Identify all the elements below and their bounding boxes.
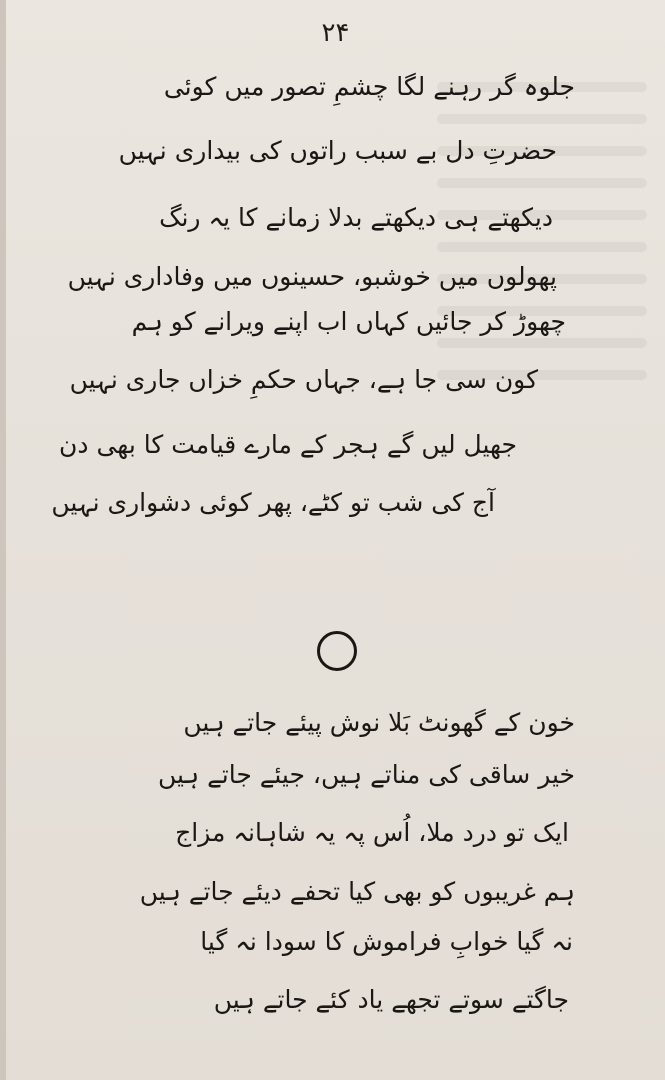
page-number: ۲۴: [321, 18, 350, 48]
poem2-line-4: ہم غریبوں کو بھی کیا تحفے دیئے جاتے ہیں: [139, 877, 575, 906]
poem2-line-1: خون کے گھونٹ بَلا نوش پیئے جاتے ہیں: [183, 708, 575, 737]
poem1-line-8: آج کی شب تو کٹے، پھر کوئی دشواری نہیں: [51, 488, 495, 517]
poem1-line-7: جھیل لیں گے ہجر کے مارے قیامت کا بھی دن: [59, 430, 517, 459]
poem1-line-5: چھوڑ کر جائیں کہاں اب اپنے ویرانے کو ہم: [131, 307, 566, 336]
poem2-line-6: جاگتے سوتے تجھے یاد کئے جاتے ہیں: [213, 985, 569, 1014]
section-divider-circle: [317, 631, 357, 671]
poem2-line-3: ایک تو درد ملا، اُس پہ یہ شاہانہ مزاج: [175, 818, 569, 847]
poem1-line-6: کون سی جا ہے، جہاں حکمِ خزاں جاری نہیں: [69, 365, 538, 394]
poem1-line-1: جلوہ گر رہنے لگا چشمِ تصور میں کوئی: [163, 72, 575, 101]
poem1-line-4: پھولوں میں خوشبو، حسینوں میں وفاداری نہیں: [67, 262, 557, 291]
poem2-line-5: نہ گیا خوابِ فراموش کا سودا نہ گیا: [200, 927, 573, 956]
poem1-line-3: دیکھتے ہی دیکھتے بدلا زمانے کا یہ رنگ: [159, 203, 553, 232]
poem1-line-2: حضرتِ دل بے سبب راتوں کی بیداری نہیں: [118, 136, 557, 165]
poem2-line-2: خیر ساقی کی مناتے ہیں، جیئے جاتے ہیں: [157, 760, 575, 789]
